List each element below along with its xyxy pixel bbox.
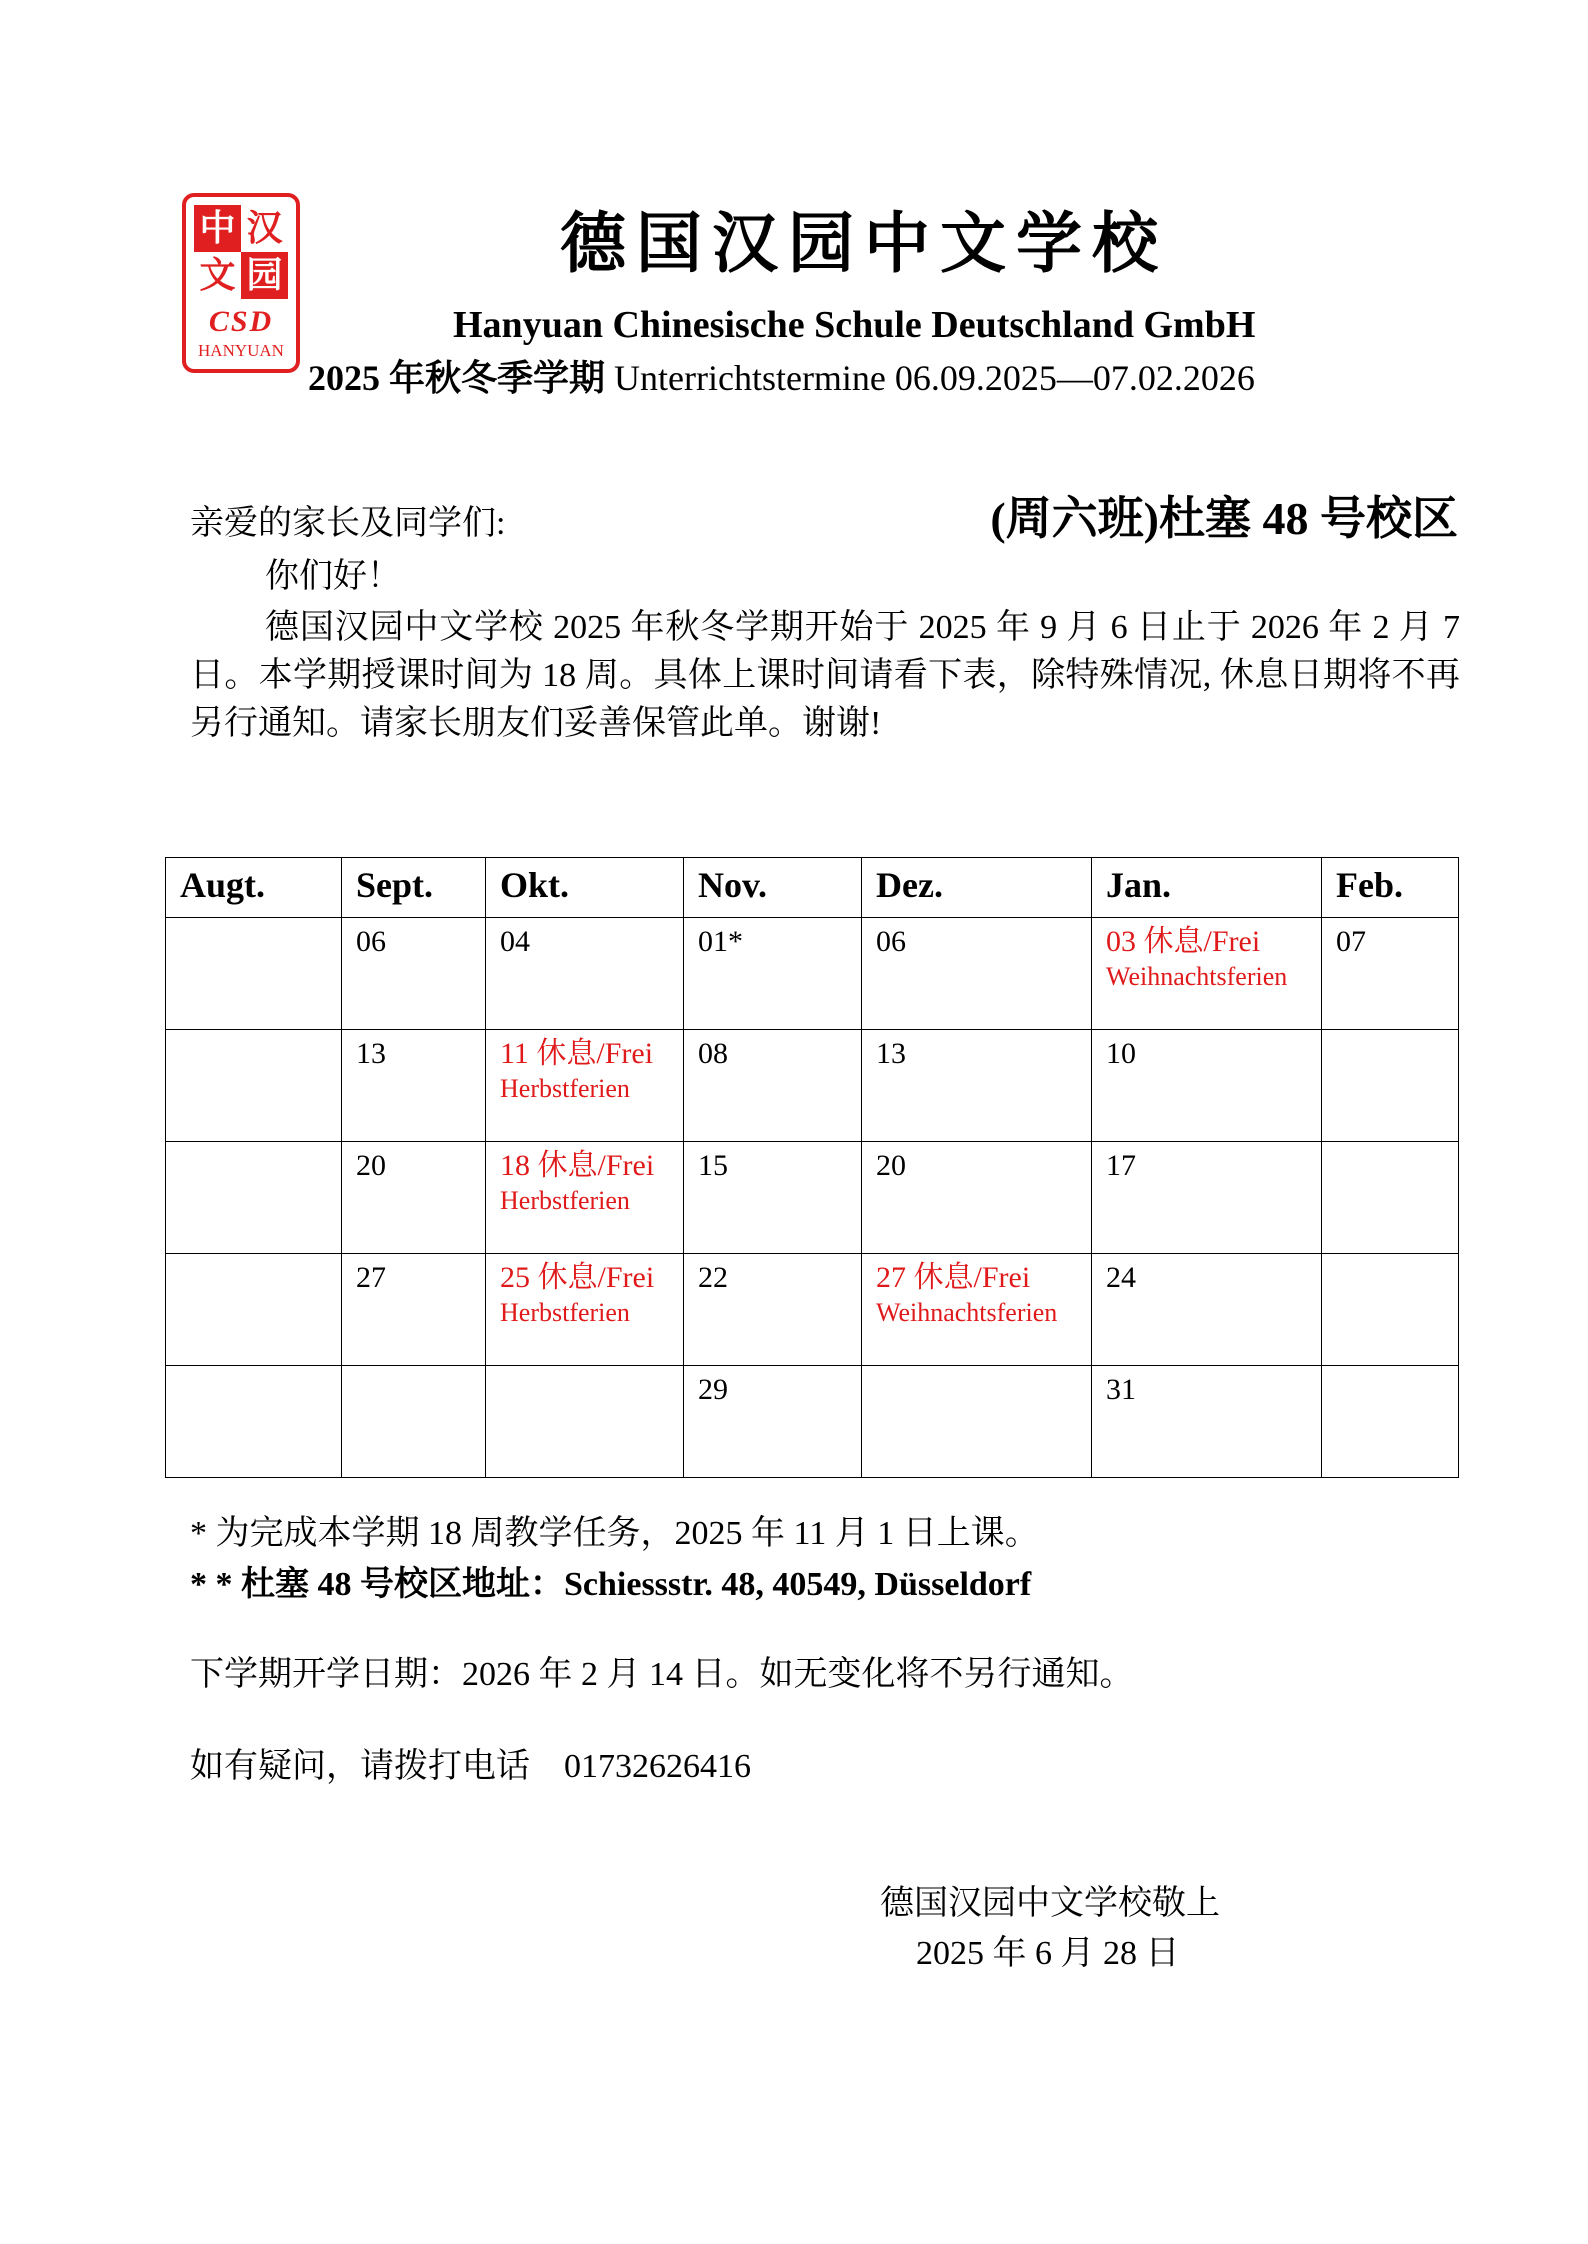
logo-char: 汉 [241,205,288,252]
month-header: Dez. [862,858,1092,918]
date-text: 13 [356,1037,386,1070]
date-cell [1322,1366,1459,1478]
date-cell [862,918,1092,1030]
date-cell [684,1254,862,1366]
school-title-german: Hanyuan Chinesische Schule Deutschland GmbH [453,304,1256,346]
date-cell [1092,1030,1322,1142]
holiday-name: Herbstferien [500,1074,630,1103]
date-text: 10 [1106,1037,1136,1070]
signature-school: 德国汉园中文学校敬上 [880,1885,1220,1922]
date-cell [862,1142,1092,1254]
date-text: 06 [876,925,906,958]
date-text: 27 [356,1261,386,1294]
date-cell [486,1254,684,1366]
date-cell [684,1366,862,1478]
date-text: 06 [356,925,386,958]
date-cell [862,1254,1092,1366]
note-nov-1: * 为完成本学期 18 周教学任务，2025 年 11 月 1 日上课。 [190,1515,1039,1552]
date-text: 17 [1106,1149,1136,1182]
table-row [166,1254,1459,1366]
logo-char: 文 [194,252,241,299]
date-cell [342,1366,486,1478]
table-row [166,1030,1459,1142]
date-cell [862,1366,1092,1478]
logo-csd-text: CSD [208,305,274,338]
date-cell [166,1366,342,1478]
holiday-name: Herbstferien [500,1186,630,1215]
hello-line: 你们好！ [265,558,401,595]
holiday-date-text: 03 休息/Frei [1106,925,1261,958]
salutation: 亲爱的家长及同学们: [190,505,506,542]
contact-phone: 如有疑问，请拨打电话 01732626416 [190,1748,751,1785]
date-text: 31 [1106,1373,1136,1406]
term-dates: Unterrichtstermine 06.09.2025—07.02.2026 [605,358,1255,398]
date-cell [166,1254,342,1366]
month-header: Sept. [342,858,486,918]
date-text: 13 [876,1037,906,1070]
month-header: Jan. [1092,858,1322,918]
date-cell [166,918,342,1030]
date-cell [1092,918,1322,1030]
date-cell [486,1142,684,1254]
date-cell [1092,1142,1322,1254]
date-cell [166,1030,342,1142]
date-text: 24 [1106,1261,1136,1294]
month-header: Feb. [1322,858,1459,918]
table-row [166,918,1459,1030]
date-cell [684,1142,862,1254]
month-header: Augt. [166,858,342,918]
date-cell [342,1030,486,1142]
table-header-row [166,858,1459,918]
school-logo [182,193,300,373]
table-row [166,1366,1459,1478]
date-cell [1322,1030,1459,1142]
date-cell [342,918,486,1030]
intro-paragraph: 德国汉园中文学校 2025 年秋冬学期开始于 2025 年 9 月 6 日止于 2026 年 2 月 7 日。本学期授课时间为 18 周。具体上课时间请看下表，除特殊情况, 休息日期将不再另行通知。请家长朋友们妥善保管此单。谢谢! [190,609,1460,742]
date-text: 07 [1336,925,1366,958]
next-term-note: 下学期开学日期：2026 年 2 月 14 日。如无变化将不另行通知。 [190,1656,1134,1693]
term-name: 2025 年秋冬季学期 [308,358,606,398]
date-text: 22 [698,1261,728,1294]
campus-label: (周六班)杜塞 48 号校区 [990,493,1458,544]
date-cell [1322,1142,1459,1254]
date-text: 04 [500,925,530,958]
holiday-name: Weihnachtsferien [876,1298,1058,1327]
holiday-date-text: 11 休息/Frei [500,1037,654,1070]
holiday-date-text: 25 休息/Frei [500,1261,655,1294]
date-cell [1092,1254,1322,1366]
date-text: 29 [698,1373,728,1406]
month-header: Nov. [684,858,862,918]
signature-date: 2025 年 6 月 28 日 [916,1935,1180,1972]
schedule-body [166,918,1459,1478]
logo-character-grid [194,205,288,299]
date-cell [486,918,684,1030]
date-cell [342,1254,486,1366]
date-cell [166,1142,342,1254]
logo-char: 园 [241,252,288,299]
holiday-name: Herbstferien [500,1298,630,1327]
date-text: 01* [698,925,743,958]
date-cell [862,1030,1092,1142]
holiday-date-text: 18 休息/Frei [500,1149,655,1182]
date-cell [342,1142,486,1254]
month-header: Okt. [486,858,684,918]
date-cell [486,1030,684,1142]
school-title-chinese: 德国汉园中文学校 [560,204,1168,282]
class-schedule-table [165,857,1459,1478]
date-cell [1092,1366,1322,1478]
date-text: 15 [698,1149,728,1182]
note-campus-address: * * 杜塞 48 号校区地址：Schiessstr. 48, 40549, Düsseldorf [190,1566,1032,1603]
logo-char: 中 [194,205,241,252]
date-cell [684,918,862,1030]
date-cell [1322,918,1459,1030]
table-row [166,1142,1459,1254]
date-cell [486,1366,684,1478]
term-subtitle [308,360,1255,396]
logo-name-text: HANYUAN [198,341,284,360]
holiday-date-text: 27 休息/Frei [876,1261,1031,1294]
date-text: 20 [876,1149,906,1182]
date-cell [684,1030,862,1142]
date-cell [1322,1254,1459,1366]
date-text: 20 [356,1149,386,1182]
date-text: 08 [698,1037,728,1070]
holiday-name: Weihnachtsferien [1106,962,1288,991]
